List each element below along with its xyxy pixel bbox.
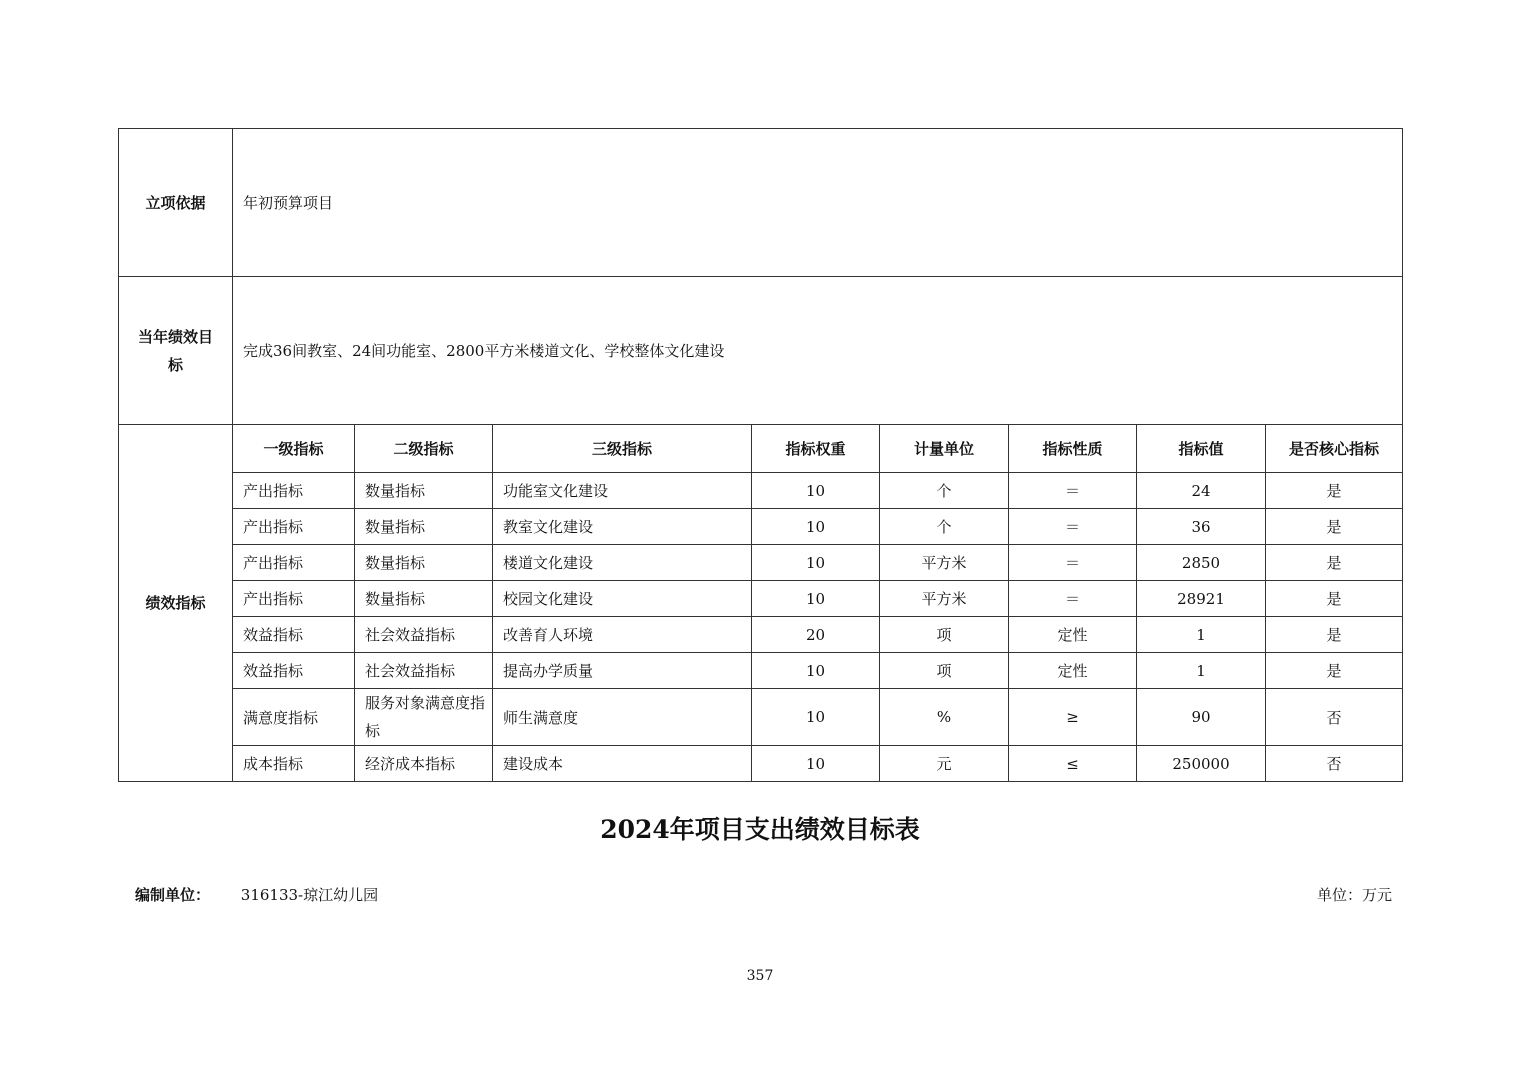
cell-level3: 楼道文化建设 [493,545,752,581]
header-level2: 二级指标 [355,425,493,473]
basis-row [119,129,1403,277]
cell-level1: 产出指标 [233,581,355,617]
cell-core: 是 [1266,473,1403,509]
basis-label: 立项依据 [119,129,233,277]
basis-value: 年初预算项目 [233,129,1403,277]
cell-unit: 平方米 [880,581,1009,617]
cell-level2: 数量指标 [355,509,493,545]
cell-core: 是 [1266,617,1403,653]
cell-nature: ≤ [1009,746,1137,782]
currency-unit: 单位：万元 [1316,886,1392,904]
cell-level2: 经济成本指标 [355,746,493,782]
cell-core: 是 [1266,653,1403,689]
cell-value: 28921 [1137,581,1266,617]
performance-table [118,128,1403,782]
cell-level1: 效益指标 [233,617,355,653]
table-row [119,473,1403,509]
cell-level1: 产出指标 [233,509,355,545]
cell-unit: % [880,689,1009,746]
cell-nature: ≥ [1009,689,1137,746]
cell-level2: 数量指标 [355,581,493,617]
cell-level2: 数量指标 [355,545,493,581]
cell-core: 否 [1266,746,1403,782]
cell-level2: 社会效益指标 [355,617,493,653]
cell-nature: ＝ [1009,473,1137,509]
cell-level1: 满意度指标 [233,689,355,746]
cell-weight: 10 [752,689,880,746]
cell-unit: 个 [880,473,1009,509]
cell-weight: 20 [752,617,880,653]
cell-weight: 10 [752,653,880,689]
goal-value: 完成36间教室、24间功能室、2800平方米楼道文化、学校整体文化建设 [233,277,1403,425]
table-row [119,545,1403,581]
table-row [119,617,1403,653]
cell-value: 250000 [1137,746,1266,782]
cell-unit: 元 [880,746,1009,782]
cell-weight: 10 [752,473,880,509]
cell-core: 是 [1266,581,1403,617]
cell-core: 是 [1266,545,1403,581]
header-weight: 指标权重 [752,425,880,473]
cell-unit: 项 [880,653,1009,689]
goal-label [119,277,233,425]
cell-level1: 成本指标 [233,746,355,782]
goal-row [119,277,1403,425]
table-row [119,746,1403,782]
compiling-unit [135,884,378,905]
cell-value: 1 [1137,617,1266,653]
table-row [119,509,1403,545]
cell-nature: ＝ [1009,509,1137,545]
cell-level1: 产出指标 [233,473,355,509]
table-row [119,689,1403,746]
cell-weight: 10 [752,581,880,617]
cell-level2: 社会效益指标 [355,653,493,689]
cell-nature: 定性 [1009,617,1137,653]
cell-nature: 定性 [1009,653,1137,689]
cell-nature: ＝ [1009,581,1137,617]
cell-core: 是 [1266,509,1403,545]
cell-level3: 功能室文化建设 [493,473,752,509]
compiling-unit-value: 316133-琼江幼儿园 [240,886,379,904]
cell-value: 36 [1137,509,1266,545]
cell-level3: 提高办学质量 [493,653,752,689]
goal-label-line2: 标 [167,355,183,374]
cell-nature: ＝ [1009,545,1137,581]
cell-level3: 改善育人环境 [493,617,752,653]
cell-level3: 建设成本 [493,746,752,782]
table-row [119,653,1403,689]
compiling-unit-label: 编制单位： [135,886,211,904]
cell-core: 否 [1266,689,1403,746]
page-title: 2024年项目支出绩效目标表 [600,815,920,844]
indicator-header-row [119,425,1403,473]
goal-label-line1: 当年绩效目 [137,327,213,346]
header-core: 是否核心指标 [1266,425,1403,473]
header-value: 指标值 [1137,425,1266,473]
cell-level2: 数量指标 [355,473,493,509]
cell-level3: 教室文化建设 [493,509,752,545]
cell-unit: 平方米 [880,545,1009,581]
header-level1: 一级指标 [233,425,355,473]
cell-value: 24 [1137,473,1266,509]
page-number: 357 [746,968,774,984]
indicators-label: 绩效指标 [119,425,233,782]
cell-level2: 服务对象满意度指标 [355,689,493,746]
cell-weight: 10 [752,545,880,581]
cell-unit: 项 [880,617,1009,653]
cell-unit: 个 [880,509,1009,545]
header-level3: 三级指标 [493,425,752,473]
cell-level1: 产出指标 [233,545,355,581]
table-row [119,581,1403,617]
cell-value: 2850 [1137,545,1266,581]
cell-weight: 10 [752,746,880,782]
cell-value: 1 [1137,653,1266,689]
cell-weight: 10 [752,509,880,545]
cell-level3: 师生满意度 [493,689,752,746]
cell-level3: 校园文化建设 [493,581,752,617]
header-unit: 计量单位 [880,425,1009,473]
header-nature: 指标性质 [1009,425,1137,473]
cell-value: 90 [1137,689,1266,746]
cell-level1: 效益指标 [233,653,355,689]
